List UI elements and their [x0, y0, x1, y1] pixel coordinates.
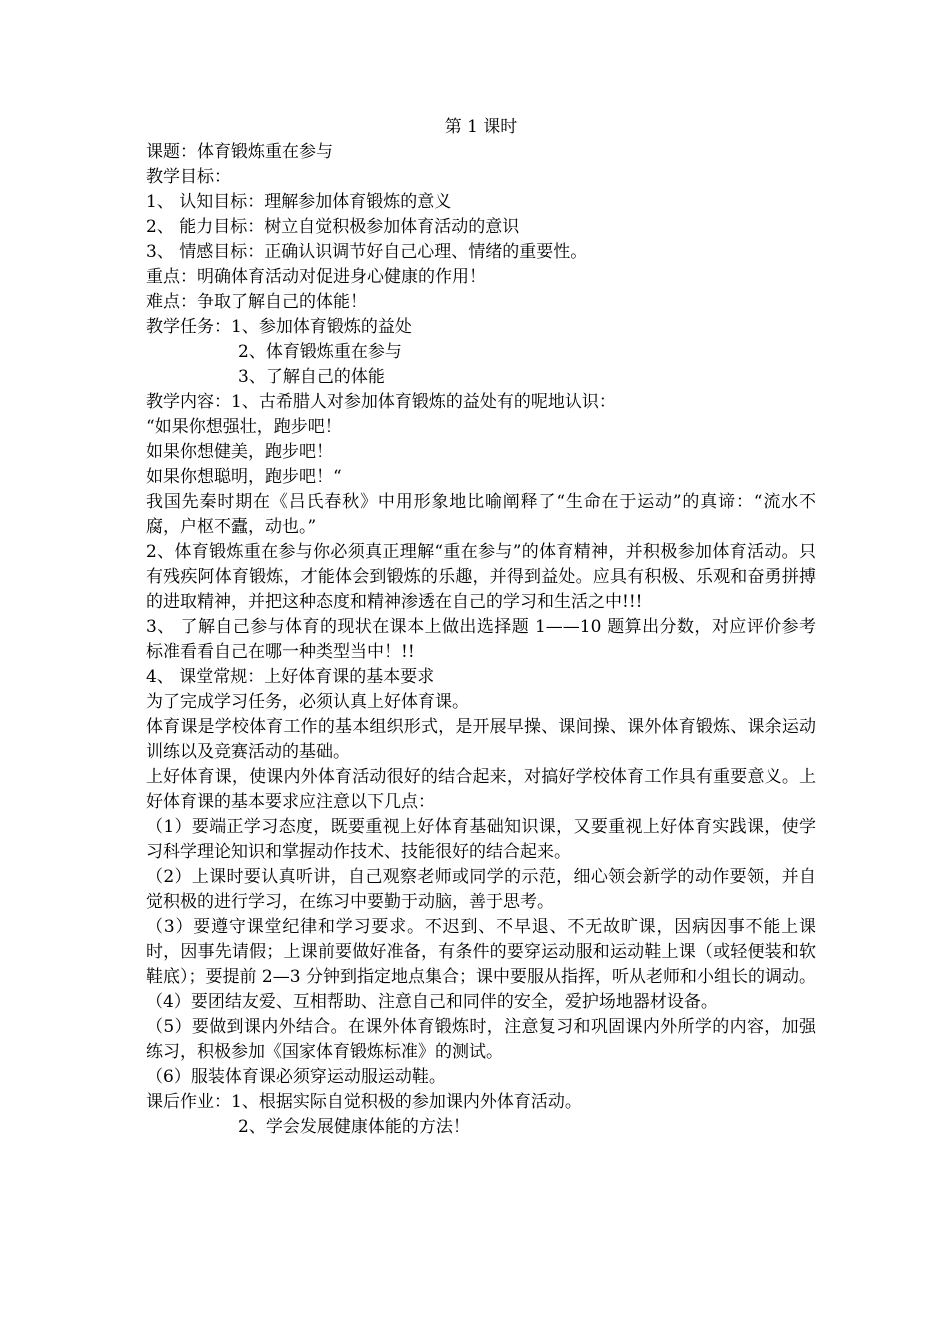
lesson-title: 第 1 课时: [444, 117, 518, 137]
requirement-6: （6）服装体育课必须穿运动服运动鞋。: [146, 1067, 446, 1087]
topic-line: 课题：体育锻炼重在参与: [146, 142, 333, 162]
difficulty-point: 难点：争取了解自己的体能！: [146, 292, 367, 312]
goal-emotion: 3、 情感目标：正确认识调节好自己心理、情绪的重要性。: [146, 242, 588, 262]
goal-cognitive: 1、 认知目标：理解参加体育锻炼的意义: [146, 192, 452, 212]
goal-ability: 2、 能力目标：树立自觉积极参加体育活动的意识: [146, 217, 520, 237]
qin-paragraph: 我国先秦时期在《吕氏春秋》中用形象地比喻阐释了“生命在于运动”的真谛：“流水不腐，户枢不蠹，动也。”: [146, 492, 816, 537]
requirement-1: （1）要端正学习态度，既要重视上好体育基础知识课，又要重视上好体育实践课，使学习科学理论知识和掌握动作技术、技能很好的结合起来。: [146, 817, 816, 862]
document-page: [146, 115, 816, 1140]
requirement-3: （3）要遵守课堂纪律和学习要求。不迟到、不早退、不无故旷课，因病因事不能上课时，因事先请假；上课前要做好准备，有条件的要穿运动服和运动鞋上课（或轻便装和软鞋底）；要提前 2—3 分钟到指定地点集合；课中要服从指挥，听从老师和小组长的调动。: [146, 917, 816, 987]
requirement-intro: 为了完成学习任务，必须认真上好体育课。: [146, 692, 469, 712]
requirement-5: （5）要做到课内外结合。在课外体育锻炼时，注意复习和巩固课内外所学的内容，加强练习，积极参加《国家体育锻炼标准》的测试。: [146, 1017, 816, 1062]
task-1: 教学任务：1、参加体育锻炼的益处: [146, 317, 412, 337]
self-assessment-paragraph: 3、 了解自己参与体育的现状在课本上做出选择题 1——10 题算出分数，对应评价参考标准看看自己在哪一种类型当中！!!: [146, 617, 816, 662]
content-1: 教学内容：1、古希腊人对参加体育锻炼的益处有的呢地认识：: [146, 392, 616, 412]
requirement-4: （4）要团结友爱、互相帮助、注意自己和同伴的安全，爱护场地器材设备。: [146, 992, 718, 1012]
classroom-routine-heading: 4、 课堂常规：上好体育课的基本要求: [146, 667, 435, 687]
key-point: 重点：明确体育活动对促进身心健康的作用！: [146, 267, 486, 287]
homework-2: 2、学会发展健康体能的方法！: [238, 1117, 470, 1137]
quote-line-2: 如果你想健美，跑步吧！: [146, 442, 333, 462]
requirement-2: （2）上课时要认真听讲，自己观察老师或同学的示范，细心领会新学的动作要领，并自觉积极的进行学习，在练习中要勤于动脑，善于思考。: [146, 867, 816, 912]
goals-heading: 教学目标：: [146, 167, 231, 187]
quote-line-3: 如果你想聪明，跑步吧！“: [146, 467, 342, 487]
good-class-paragraph: 上好体育课，使课内外体育活动很好的结合起来，对搞好学校体育工作具有重要意义。上好体育课的基本要求应注意以下几点：: [146, 767, 816, 812]
task-2: 2、体育锻炼重在参与: [238, 342, 402, 362]
homework-1: 课后作业：1、根据实际自觉积极的参加课内外体育活动。: [146, 1092, 582, 1112]
basic-form-paragraph: 体育课是学校体育工作的基本组织形式，是开展早操、课间操、课外体育锻炼、课余运动训练以及竞赛活动的基础。: [146, 717, 816, 762]
quote-line-1: “如果你想强壮，跑步吧！: [146, 417, 342, 437]
task-3: 3、了解自己的体能: [238, 367, 385, 387]
participation-paragraph: 2、体育锻炼重在参与你必须真正理解“重在参与”的体育精神，并积极参加体育活动。只有残疾阿体育锻炼，才能体会到锻炼的乐趣，并得到益处。应具有积极、乐观和奋勇拼搏的进取精神，并把这种态度和精神渗透在自己的学习和生活之中!!!: [146, 542, 816, 612]
